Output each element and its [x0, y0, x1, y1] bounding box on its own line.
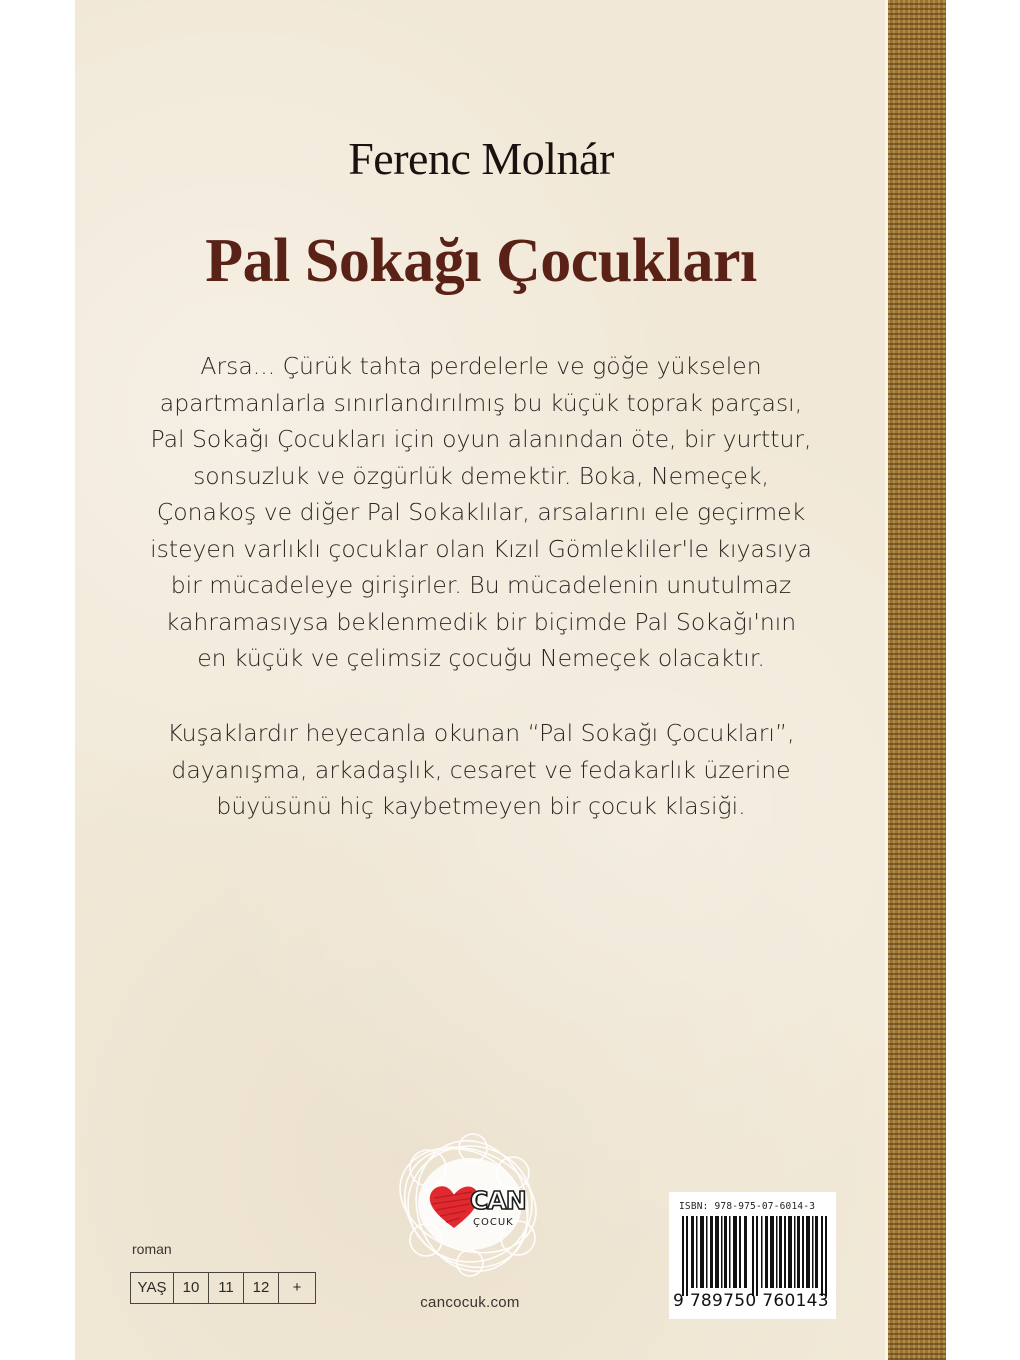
blurb-line: Çonakoş ve diğer Pal Sokaklılar, arsalarını ele geçirmek: [156, 498, 806, 526]
age-12: 12: [244, 1273, 279, 1303]
book-title: Pal Sokağı Çocukları: [205, 227, 757, 295]
genre-label: roman: [132, 1241, 172, 1257]
blurb-line: apartmanlarla sınırlandırılmış bu küçük toprak parçası,: [159, 388, 803, 417]
publisher-logo-cocuk: ÇOCUK: [473, 1217, 514, 1228]
isbn-label: ISBN: 978-975-07-6014-3: [679, 1201, 816, 1212]
blurb-line: kahramasıysa beklenmedik bir biçimde Pal Sokağı'nın: [165, 607, 797, 636]
isbn-barcode: [669, 1192, 836, 1319]
blurb-paragraph-2: [95, 715, 867, 825]
age-label: YAŞ: [131, 1273, 174, 1303]
barcode-bars-icon: [682, 1216, 827, 1296]
blurb-line: isteyen varlıklı çocuklar olan Kızıl Gömlekliler'le kıyasıya: [150, 534, 812, 563]
blurb-line: en küçük ve çelimsiz çocuğu Nemeçek olacaktır.: [197, 644, 765, 672]
blurb-line: bir mücadeleye girişirler. Bu mücadelenin unutulmaz: [170, 571, 792, 599]
publisher-logo-can: CAN: [470, 1186, 526, 1215]
publisher-logo: [388, 1128, 552, 1278]
blurb-line: dayanışma, arkadaşlık, cesaret ve fedakarlık üzerine: [171, 755, 791, 784]
age-11: 11: [209, 1273, 244, 1303]
book-spine-burlap: [888, 0, 946, 1360]
age-10: 10: [174, 1273, 209, 1303]
age-plus: +: [292, 1279, 302, 1296]
blurb-paragraph-1: [95, 348, 867, 677]
blurb-line: Pal Sokağı Çocukları için oyun alanından öte, bir yurttur,: [150, 425, 812, 453]
blurb-line: Kuşaklardır heyecanla okunan “Pal Sokağı Çocukları”,: [167, 719, 795, 747]
publisher-website: cancocuk.com: [420, 1294, 520, 1311]
blurb-line: Arsa... Çürük tahta perdelerle ve göğe yükselen: [200, 352, 762, 380]
blurb-line: sonsuzluk ve özgürlük demektir. Boka, Nemeçek,: [193, 461, 769, 490]
author-name: Ferenc Molnár: [348, 133, 614, 184]
barcode-number: 9 789750 760143: [673, 1291, 829, 1311]
age-range-box: [130, 1272, 316, 1304]
blurb-line: büyüsünü hiç kaybetmeyen bir çocuk klasiği.: [216, 792, 746, 820]
